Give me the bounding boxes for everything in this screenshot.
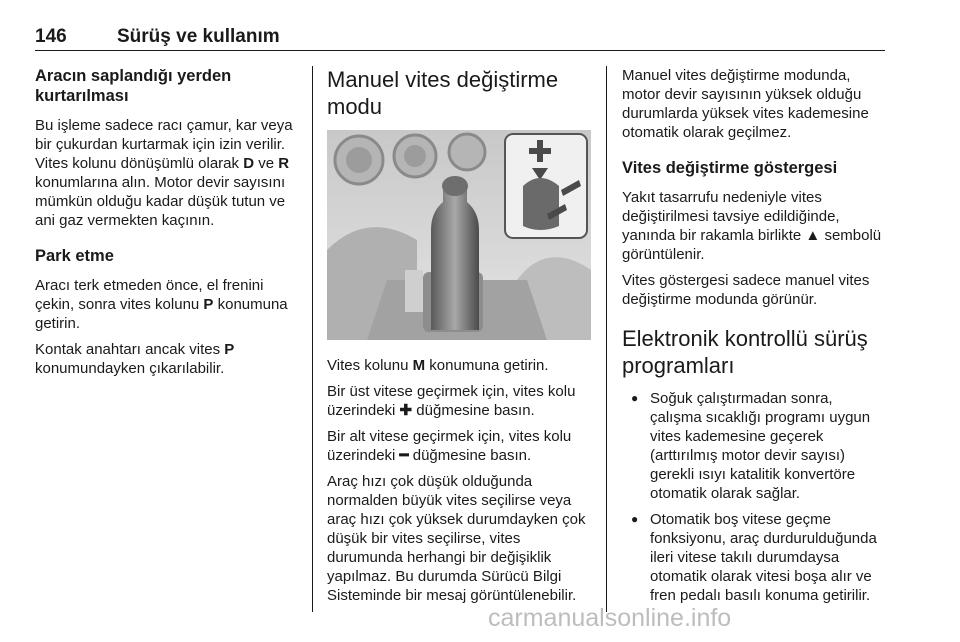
shift-indicator-heading: Vites değiştirme göstergesi — [622, 159, 838, 177]
manual-paragraph-3: Bir alt vitese geçirmek için, vites kolu üzerindeki ━ düğmesine basın. — [327, 428, 572, 464]
minus-icon: ━ — [399, 447, 409, 464]
programs-list — [622, 389, 888, 605]
rescue-paragraph: Bu işleme sadece racı çamur, kar veya bir çukurdan kurtarmak için izin verilir. Vites kolunu dönüşümlü olarak D ve R konumlarına alın. Motor devir sayısını mümkün olduğu kadar düşük tutun ve ani gaz vermekten kaçının. — [35, 117, 293, 229]
list-item: ● Soğuk çalıştırmadan sonra, çalışma sıcaklığı programı uygun vites kademesine geçerek (arttırılmış motor devir sayısı) gerekli ısıyı katalitik konvertöre otomatik olarak sağlar. — [631, 390, 871, 502]
bullet-icon: ● — [631, 391, 639, 405]
rescue-heading: Aracın saplandığı yerden kurtarılması — [35, 67, 232, 105]
watermark: carmanualsonline.info — [488, 604, 732, 632]
chapter-title: Sürüş ve kullanım — [117, 26, 280, 47]
manual-paragraph-1: Vites kolunu M konumuna getirin. — [327, 357, 549, 374]
manual-paragraph-5: Manuel vites değiştirme modunda, motor devir sayısının yüksek olduğu durumlarda yüksek vites kademesine otomatik olarak geçilmez. — [622, 67, 869, 141]
electronic-programs-heading: Elektronik kontrollü sürüş programları — [622, 326, 868, 378]
page-number: 146 — [35, 26, 67, 47]
upshift-triangle-icon: ▲ — [805, 227, 821, 244]
gear-lever-illustration — [327, 130, 591, 340]
park-heading: Park etme — [35, 247, 114, 265]
column-divider-1 — [312, 66, 313, 612]
manual-paragraph-4: Araç hızı çok düşük olduğunda normalden büyük vites seçilirse veya araç hızı çok yüksek durumdayken çok düşük bir vites seçilirse, vites durumunda herhangi bir değişiklik yapılmaz. Bu durumda Sürücü Bilgi Sisteminde bir mesaj görüntülenebilir. — [327, 473, 586, 604]
indicator-paragraph-2: Vites göstergesi sadece manuel vites değiştirme modunda görünür. — [622, 272, 870, 308]
plus-icon: ✚ — [399, 402, 413, 419]
indicator-paragraph-1: Yakıt tasarrufu nedeniyle vites değiştirilmesi tavsiye edildiğinde, yanında bir rakamla birlikte ▲ sembolü görüntülenir. — [622, 189, 882, 263]
column-3 — [622, 66, 888, 612]
page-header — [35, 22, 885, 51]
list-item: ● Otomatik boş vitese geçme fonksiyonu, araç durdurulduğunda ileri vitese takılı durumdaysa otomatik olarak vitesi boşa alır ve fren pedalı basılı konuma getirilir. — [631, 511, 877, 604]
manual-paragraph-2: Bir üst vitese geçirmek için, vites kolu üzerindeki ✚ düğmesine basın. — [327, 383, 576, 419]
column-divider-2 — [606, 66, 607, 612]
park-paragraph-1: Aracı terk etmeden önce, el frenini çekin, sonra vites kolunu P konumuna getirin. — [35, 277, 288, 332]
park-paragraph-2: Kontak anahtarı ancak vites P konumundayken çıkarılabilir. — [35, 341, 235, 377]
column-1 — [35, 66, 301, 385]
bullet-icon: ● — [631, 512, 639, 526]
manual-mode-heading: Manuel vites değiştirme modu — [327, 67, 559, 119]
column-2 — [327, 66, 593, 612]
